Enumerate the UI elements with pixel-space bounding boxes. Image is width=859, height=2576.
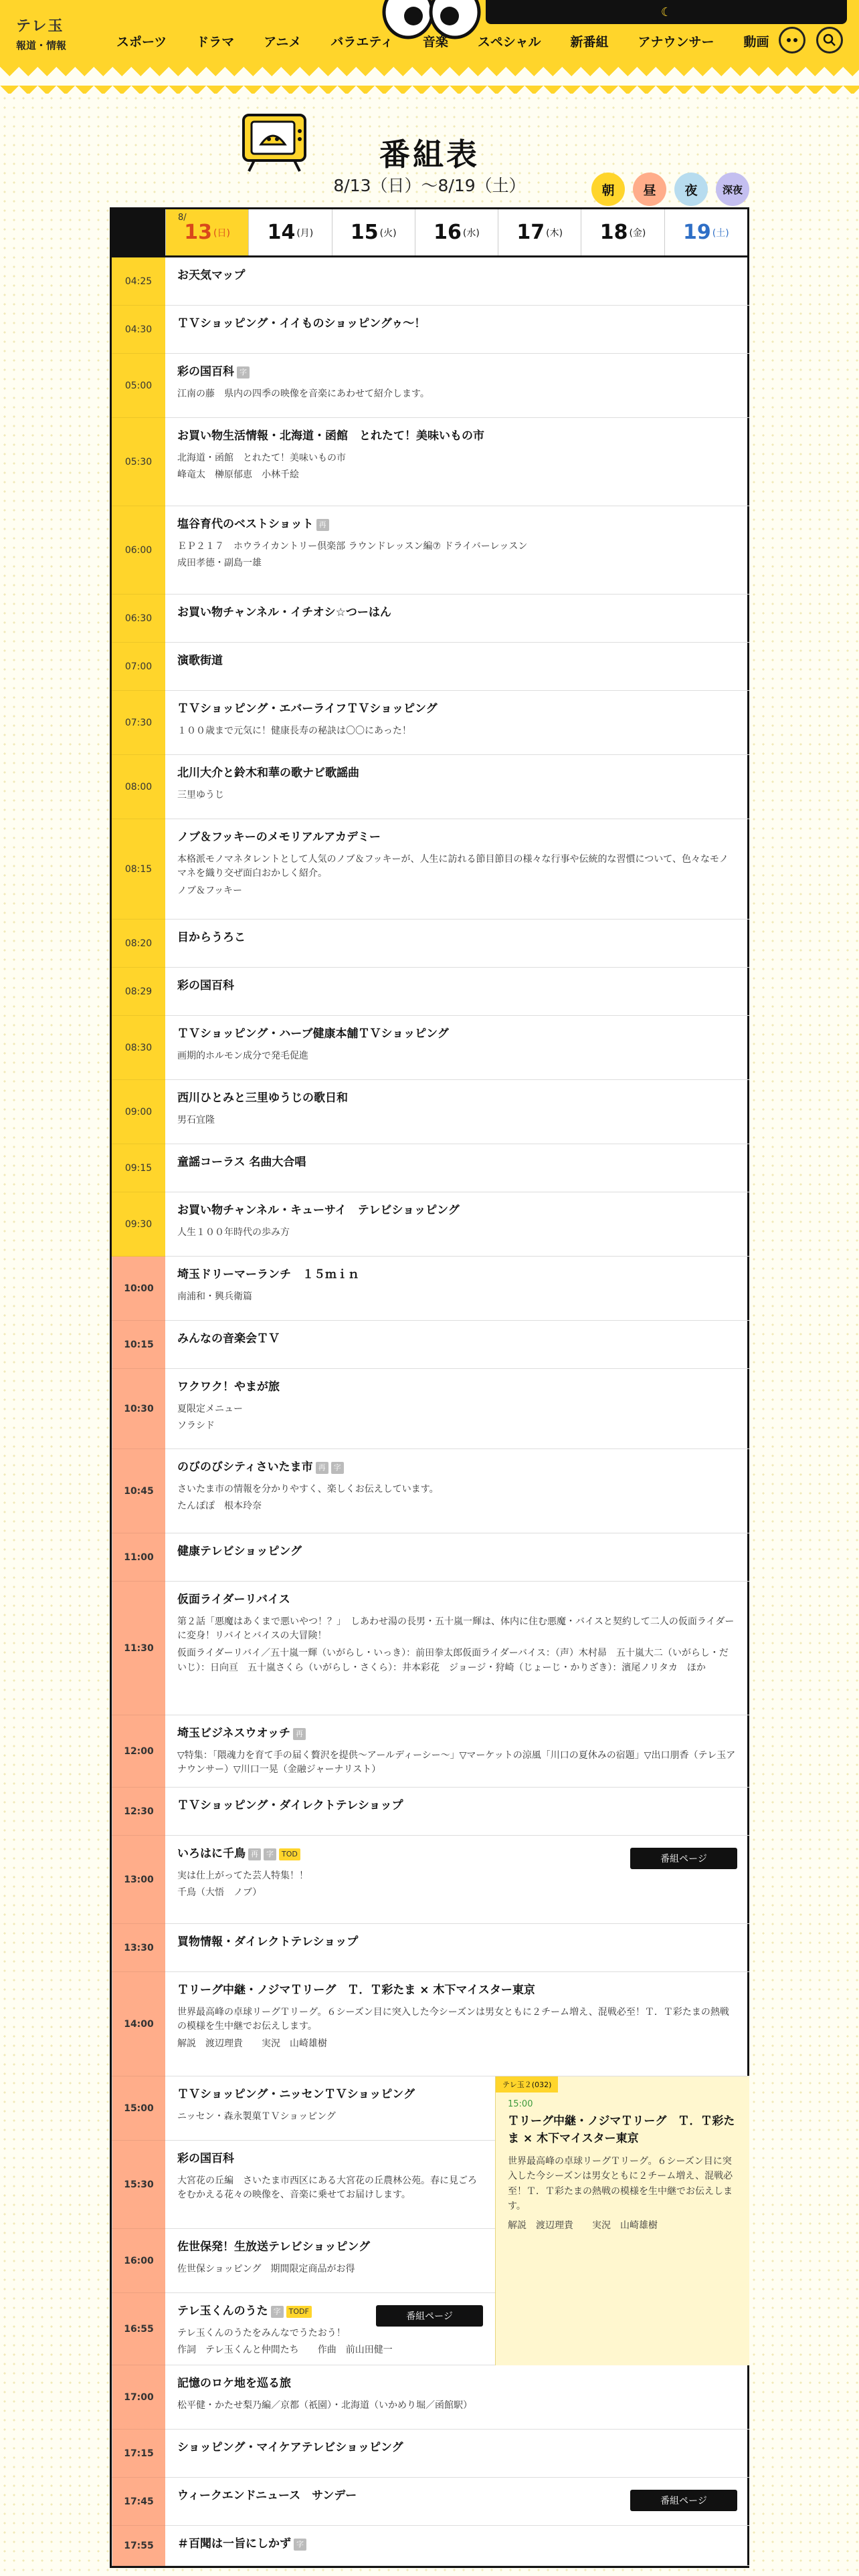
time-cell: 10:45: [112, 1449, 165, 1533]
program-title-row: [177, 1726, 737, 1742]
program-title-row: [177, 517, 737, 533]
program-description: ニッセン・森永製菓ＴＶショッピング: [177, 2111, 336, 2122]
program-cast: たんぽぽ 根本玲奈: [177, 1501, 262, 1512]
time-cell: 13:30: [112, 1924, 165, 1972]
time-filters: [591, 173, 749, 206]
nav-item-4[interactable]: 音楽: [422, 34, 448, 49]
tele2-channel-name: テレ玉２: [502, 2080, 532, 2089]
program-description: 夏限定メニュー: [177, 1403, 243, 1414]
program-item[interactable]: [165, 1080, 749, 1144]
header-zigzag: [0, 67, 859, 94]
day-weekday: (木): [546, 227, 563, 239]
program-badge: 再: [293, 1728, 306, 1739]
program-description: 画期的ホルモン成分で発毛促進: [177, 1050, 308, 1061]
program-title-row: [177, 978, 737, 994]
program-item[interactable]: [165, 1582, 749, 1715]
program-item[interactable]: [165, 691, 749, 755]
time-column: [112, 257, 165, 2566]
program-badge: 再: [248, 1848, 261, 1860]
time-cell: 14:00: [112, 1972, 165, 2076]
search-bar[interactable]: [486, 0, 847, 24]
program-page-button[interactable]: 番組ページ: [630, 2490, 737, 2511]
program-title-row: [177, 1935, 737, 1951]
program-title: お買い物チャンネル・イチオシ☆つーはん: [177, 606, 391, 619]
program-title-row: [177, 1380, 737, 1396]
day-number: 17: [516, 221, 545, 244]
time-cell: 08:29: [112, 968, 165, 1016]
time-cell: 10:15: [112, 1321, 165, 1369]
time-cell: 11:30: [112, 1582, 165, 1715]
site-logo[interactable]: [16, 10, 83, 57]
mascot-eyes-icon: [381, 0, 482, 40]
tele2-description: 世界最高峰の卓球リーグＴリーグ。６シーズン目に突入した今シーズンは男女ともに２チーム増え、混戦必至！Ｔ．Ｔ彩たまの熱戦の模様を生中継でお伝えします。: [508, 2156, 733, 2212]
program-title: ウィークエンドニュース サンデー: [177, 2489, 357, 2502]
day-tab-3[interactable]: [415, 209, 498, 255]
program-item[interactable]: [165, 2076, 495, 2141]
day-weekday: (火): [379, 227, 397, 239]
program-cast: 仮面ライダーリバイ／五十嵐一輝（いがらし・いっき）：前田拳太郎仮面ライダーバイス：（声）木村昴 五十嵐大二（いがらし・だいじ）：日向亘 五十嵐さくら（いがらし・さくら）：井本彩花 ジョージ・狩崎（じょーじ・かりざき）：濱尾ノリタカ ほか: [177, 1648, 729, 1673]
title-area: [0, 94, 859, 207]
program-item[interactable]: [165, 2229, 495, 2293]
program-title: ＴＶショッピング・エバーライフＴＶショッピング: [177, 702, 438, 716]
program-description: 南浦和・興兵衛篇: [177, 1291, 252, 1302]
time-cell: 16:00: [112, 2229, 165, 2293]
program-description: 本格派モノマネタレントとして人気のノブ＆フッキーが、人生に訪れる節目節目の様々な行事や伝統的な習慣について、色々なモノマネを織り交ぜ面白おかしく紹介。: [177, 853, 729, 879]
program-title: 北川大介と鈴木和華の歌ナビ歌謡曲: [177, 766, 359, 780]
program-title: 記憶のロケ地を巡る旅: [177, 2377, 291, 2390]
time-cell: 15:00: [112, 2076, 165, 2141]
time-cell: 04:25: [112, 257, 165, 306]
program-description: 松平健・かたせ梨乃編／京都（祇園）・北海道（いかめり堀／函館駅）: [177, 2399, 472, 2411]
time-cell: 17:00: [112, 2365, 165, 2430]
day-number: 16: [434, 221, 462, 244]
program-title: ノブ＆フッキーのメモリアルアカデミー: [177, 831, 381, 844]
program-badge: 字: [294, 2539, 306, 2550]
program-title-row: [177, 2537, 737, 2553]
program-cast: 作詞 テレ玉くんと仲間たち 作曲 前山田健一: [177, 2345, 393, 2356]
time-cell: 08:15: [112, 819, 165, 920]
program-title: ＴＶショッピング・イイものショッピングゥ〜！: [177, 317, 426, 330]
program-item[interactable]: [165, 306, 749, 354]
search-icon[interactable]: [816, 27, 843, 53]
program-title: 彩の国百科: [177, 2152, 234, 2165]
program-title: ワクワク！やまが旅: [177, 1380, 280, 1394]
day-tab-6[interactable]: [664, 209, 747, 255]
program-title: 彩の国百科: [177, 979, 234, 992]
time-cell: 08:20: [112, 920, 165, 968]
program-title: ＴＶショッピング・ダイレクトテレショップ: [177, 1799, 403, 1812]
program-title-row: [177, 605, 737, 621]
program-title-row: [177, 2440, 737, 2456]
time-cell: 06:00: [112, 506, 165, 595]
nav-item-7[interactable]: アナウンサー: [638, 34, 714, 49]
program-item[interactable]: [165, 1449, 749, 1533]
program-title: Ｔリーグ中継・ノジマＴリーグ Ｔ．Ｔ彩たま × 木下マイスター東京: [177, 1983, 535, 1997]
time-cell: 15:30: [112, 2141, 165, 2229]
program-title-row: [177, 1983, 737, 1999]
time-cell: 09:15: [112, 1144, 165, 1192]
program-description: 実は仕上がってた芸人特集！！: [177, 1870, 308, 1881]
program-item[interactable]: [165, 920, 749, 968]
program-item[interactable]: [165, 418, 749, 506]
day-month: 8/: [178, 213, 187, 223]
program-item[interactable]: [165, 1144, 749, 1192]
time-cell: 09:00: [112, 1080, 165, 1144]
day-number: 14: [267, 221, 296, 244]
program-cast: 峰竜太 榊原郁恵 小林千絵: [177, 469, 299, 481]
program-description: 江南の藤 県内の四季の映像を音楽にあわせて紹介します。: [177, 388, 430, 399]
program-item[interactable]: [165, 1369, 749, 1449]
program-badge: 字: [331, 1462, 344, 1473]
nav-item-2[interactable]: アニメ: [264, 34, 302, 49]
program-title: ＴＶショッピング・ハーブ健康本舗ＴＶショッピング: [177, 1027, 449, 1041]
time-cell: 09:30: [112, 1192, 165, 1257]
day-weekday: (月): [296, 227, 314, 239]
program-description: 人生１００年時代の歩み方: [177, 1226, 290, 1238]
program-title: 買物情報・ダイレクトテレショップ: [177, 1935, 359, 1949]
site-header: [0, 0, 859, 94]
program-cast: 解説 渡辺理貴 実況 山崎雄樹: [177, 2038, 327, 2050]
day-weekday: (土): [712, 227, 729, 239]
tele2-title: Ｔリーグ中継・ノジマＴリーグ Ｔ．Ｔ彩たま × 木下マイスター東京: [508, 2115, 735, 2145]
program-title: 埼玉ビジネスウオッチ: [177, 1727, 290, 1740]
program-badge: 字: [237, 366, 250, 378]
program-title-row: [177, 2151, 483, 2167]
program-description: 第２話「悪魔はあくまで悪いやつ！？」 しあわせ湯の長男・五十嵐一輝は、体内に住む悪魔・バイスと契約して二人の仮面ライダーに変身！リバイとバイスの大冒険！: [177, 1616, 735, 1642]
program-title-row: [177, 830, 737, 846]
program-title: ショッピング・マイケアテレビショッピング: [177, 2441, 403, 2454]
program-title: 健康テレビショッピング: [177, 1545, 302, 1558]
time-cell: 10:30: [112, 1369, 165, 1449]
program-title-row: [177, 2087, 483, 2103]
program-title: みんなの音楽会ＴＶ: [177, 1332, 280, 1346]
program-description: 世界最高峰の卓球リーグＴリーグ。６シーズン目に突入した今シーズンは男女ともに２チーム増え、混戦必至！Ｔ．Ｔ彩たまの熱戦の模様を生中継でお伝えします。: [177, 2006, 729, 2032]
program-item[interactable]: [165, 1321, 749, 1369]
program-badge: 字: [264, 1848, 276, 1860]
program-title-row: [177, 429, 737, 445]
program-title-row: [177, 316, 737, 332]
program-title-row: [177, 1267, 737, 1283]
program-title-row: [177, 1027, 737, 1043]
program-item[interactable]: [165, 2526, 749, 2566]
program-title-row: [177, 1544, 737, 1560]
program-description: テレ玉くんのうたをみんなでうたおう！: [177, 2327, 346, 2339]
program-item[interactable]: [165, 1972, 749, 2076]
program-title-row: [177, 1203, 737, 1219]
program-title: テレ玉くんのうた: [177, 2304, 268, 2318]
program-page-button[interactable]: 番組ページ: [630, 1848, 737, 1869]
program-title-row: [177, 653, 737, 669]
program-description: 三里ゆうじ: [177, 789, 224, 800]
program-item[interactable]: [165, 595, 749, 643]
nav-item-3[interactable]: バラエティ: [330, 34, 393, 49]
time-cell: 10:00: [112, 1257, 165, 1321]
time-cell: 07:00: [112, 643, 165, 691]
mascot-menu-icon[interactable]: [779, 27, 805, 53]
program-title: 彩の国百科: [177, 365, 234, 379]
program-title-row: [177, 2240, 483, 2256]
program-description: ＥＰ２１７ ホウライカントリー倶楽部 ラウンドレッスン編⑦ ドライバーレッスン: [177, 540, 528, 552]
nav-item-0[interactable]: スポーツ: [116, 34, 167, 49]
time-cell: 12:30: [112, 1788, 165, 1836]
program-title: ＴＶショッピング・ニッセンＴＶショッピング: [177, 2088, 415, 2101]
time-filter-2[interactable]: 夜: [674, 173, 708, 206]
program-title: 埼玉ドリーマーランチ １５ｍｉｎ: [177, 1268, 359, 1281]
day-weekday: (水): [462, 227, 480, 239]
program-title-row: [177, 2376, 737, 2392]
time-filter-1[interactable]: 昼: [633, 173, 666, 206]
program-title-row: [177, 1331, 737, 1348]
program-title-row: [177, 766, 737, 782]
tele2-channel-label: [496, 2076, 558, 2092]
day-weekday: (日): [213, 227, 230, 239]
time-cell: 04:30: [112, 306, 165, 354]
program-title-row: [177, 268, 737, 284]
schedule-grid: [112, 257, 747, 2566]
day-number: 18: [599, 221, 628, 244]
time-cell: 16:55: [112, 2293, 165, 2365]
time-cell: 06:30: [112, 595, 165, 643]
program-item[interactable]: [165, 354, 749, 418]
program-title-row: [177, 702, 737, 718]
program-item[interactable]: [165, 2430, 749, 2478]
program-item[interactable]: [165, 1016, 749, 1080]
program-badge: TODF: [286, 2306, 312, 2317]
nav-news[interactable]: 報道・情報: [16, 39, 67, 51]
day-tab-5[interactable]: [581, 209, 664, 255]
program-title-row: [177, 930, 737, 946]
program-item[interactable]: [165, 755, 749, 819]
time-cell: 08:00: [112, 755, 165, 819]
program-item[interactable]: [165, 2365, 749, 2430]
tele2-body: [496, 2092, 749, 2238]
time-cell: 17:15: [112, 2430, 165, 2478]
time-cell: 07:30: [112, 691, 165, 755]
program-cast: 成田孝德・副島一雄: [177, 558, 262, 569]
program-schedule: [110, 207, 749, 2568]
program-description: １００歳まで元気に！健康長寿の秘訣は〇〇にあった！: [177, 725, 411, 736]
day-weekday: (金): [629, 227, 646, 239]
program-item[interactable]: [165, 643, 749, 691]
program-badge: TOD: [279, 1848, 300, 1860]
program-title: お買い物生活情報・北海道・函館 とれたて！美味いもの市: [177, 429, 484, 443]
program-item[interactable]: [165, 2478, 749, 2526]
program-item[interactable]: [165, 968, 749, 1016]
program-title-row: [177, 364, 737, 381]
time-filter-0[interactable]: 朝: [591, 173, 625, 206]
program-badge: 字: [271, 2306, 284, 2317]
program-badge: 再: [316, 519, 329, 530]
page-title: 番組表: [379, 136, 480, 173]
program-title: お天気マップ: [177, 269, 246, 282]
time-cell: 17:55: [112, 2526, 165, 2566]
program-item[interactable]: [165, 1836, 749, 1924]
day-number: 19: [682, 221, 711, 244]
tele2-cast: 解説 渡辺理貴 実況 山崎雄樹: [508, 2220, 658, 2231]
date-range: 8/13（日）〜8/19（土）: [333, 176, 526, 195]
program-cast: ノブ＆フッキー: [177, 885, 243, 897]
logo-text: テレ玉: [16, 18, 64, 35]
program-description: 大宮花の丘編 さいたま市西区にある大宮花の丘農林公苑。春に見ごろをむかえる花々の映像を、音楽に乗せてお届けします。: [177, 2175, 477, 2201]
time-filter-3[interactable]: 深夜: [716, 173, 749, 206]
program-title: 童謡コーラス 名曲大合唱: [177, 1156, 306, 1169]
program-title-row: [177, 1592, 737, 1608]
program-title: 演歌街道: [177, 654, 223, 667]
nav-item-6[interactable]: 新番組: [570, 34, 609, 49]
program-item[interactable]: [165, 1788, 749, 1836]
program-title: 西川ひとみと三里ゆうじの歌日和: [177, 1091, 348, 1105]
tele2-time: 15:00: [508, 2099, 533, 2109]
nav-item-1[interactable]: ドラマ: [196, 34, 235, 49]
program-title-row: [177, 1798, 737, 1814]
program-cast: ソラシド: [177, 1420, 215, 1432]
program-description: 北海道・函館 とれたて！美味いもの市: [177, 452, 346, 463]
day-number: 13: [184, 221, 213, 244]
program-title: 塩谷育代のベストショット: [177, 518, 314, 531]
program-title-row: [177, 1091, 737, 1107]
time-cell: 05:30: [112, 418, 165, 506]
time-cell: 05:00: [112, 354, 165, 418]
day-tabs: [112, 207, 747, 257]
program-title: 仮面ライダーリバイス: [177, 1593, 290, 1606]
time-cell: 17:45: [112, 2478, 165, 2526]
program-title: いろはに千鳥: [177, 1847, 246, 1860]
program-description: ▽特集：「隈魂力を育て手の届く贅沢を提供〜アールディーシー〜」▽マーケットの涼風「川口の夏休みの宿題」▽出口朋香（テレ玉アナウンサー）▽川口一晃（金融ジャーナリスト）: [177, 1749, 736, 1776]
time-cell: 11:00: [112, 1533, 165, 1582]
day-number: 15: [350, 221, 379, 244]
program-title: 目からうろこ: [177, 931, 246, 944]
program-item[interactable]: [165, 2293, 495, 2365]
program-title: のびのびシティさいたま市: [177, 1461, 313, 1474]
program-title-row: [177, 1155, 737, 1171]
program-item[interactable]: [165, 819, 749, 920]
program-item[interactable]: [165, 1192, 749, 1257]
program-description: さいたま市の情報を分かりやすく、楽しくお伝えしています。: [177, 1483, 439, 1495]
time-cell: 08:30: [112, 1016, 165, 1080]
tele2-channel-code: (032): [531, 2080, 552, 2089]
day-tabs-corner: [112, 209, 165, 255]
program-title: ＃百聞は一旨にしかず: [177, 2537, 291, 2551]
program-item[interactable]: [165, 1924, 749, 1972]
nav-item-5[interactable]: スペシャル: [477, 34, 541, 49]
program-title: 佐世保発！生放送テレビショッピング: [177, 2240, 370, 2254]
program-description: 男石宜隆: [177, 1114, 215, 1125]
program-badge: 再: [316, 1462, 328, 1473]
program-title: お買い物チャンネル・キューサイ テレビショッピング: [177, 1204, 460, 1217]
nav-item-8[interactable]: 動画: [743, 34, 769, 49]
program-item[interactable]: [165, 257, 749, 306]
tele2-program[interactable]: [495, 2076, 749, 2365]
program-item[interactable]: [165, 1257, 749, 1321]
moon-icon: ☾: [660, 5, 672, 19]
program-item[interactable]: [165, 1533, 749, 1582]
day-tab-2[interactable]: [332, 209, 415, 255]
program-page-button[interactable]: 番組ページ: [376, 2305, 483, 2327]
time-cell: 13:00: [112, 1836, 165, 1924]
program-description: 佐世保ショッピング 期間限定商品がお得: [177, 2263, 355, 2274]
program-item[interactable]: [165, 1715, 749, 1788]
day-tab-4[interactable]: [498, 209, 581, 255]
time-cell: 12:00: [112, 1715, 165, 1788]
program-item[interactable]: [165, 2141, 495, 2229]
program-title-row: [177, 1460, 737, 1476]
day-tab-1[interactable]: [248, 209, 331, 255]
day-tab-0[interactable]: [165, 209, 248, 255]
program-item[interactable]: [165, 506, 749, 595]
program-cast: 千鳥（大悟 ノブ）: [177, 1887, 262, 1899]
